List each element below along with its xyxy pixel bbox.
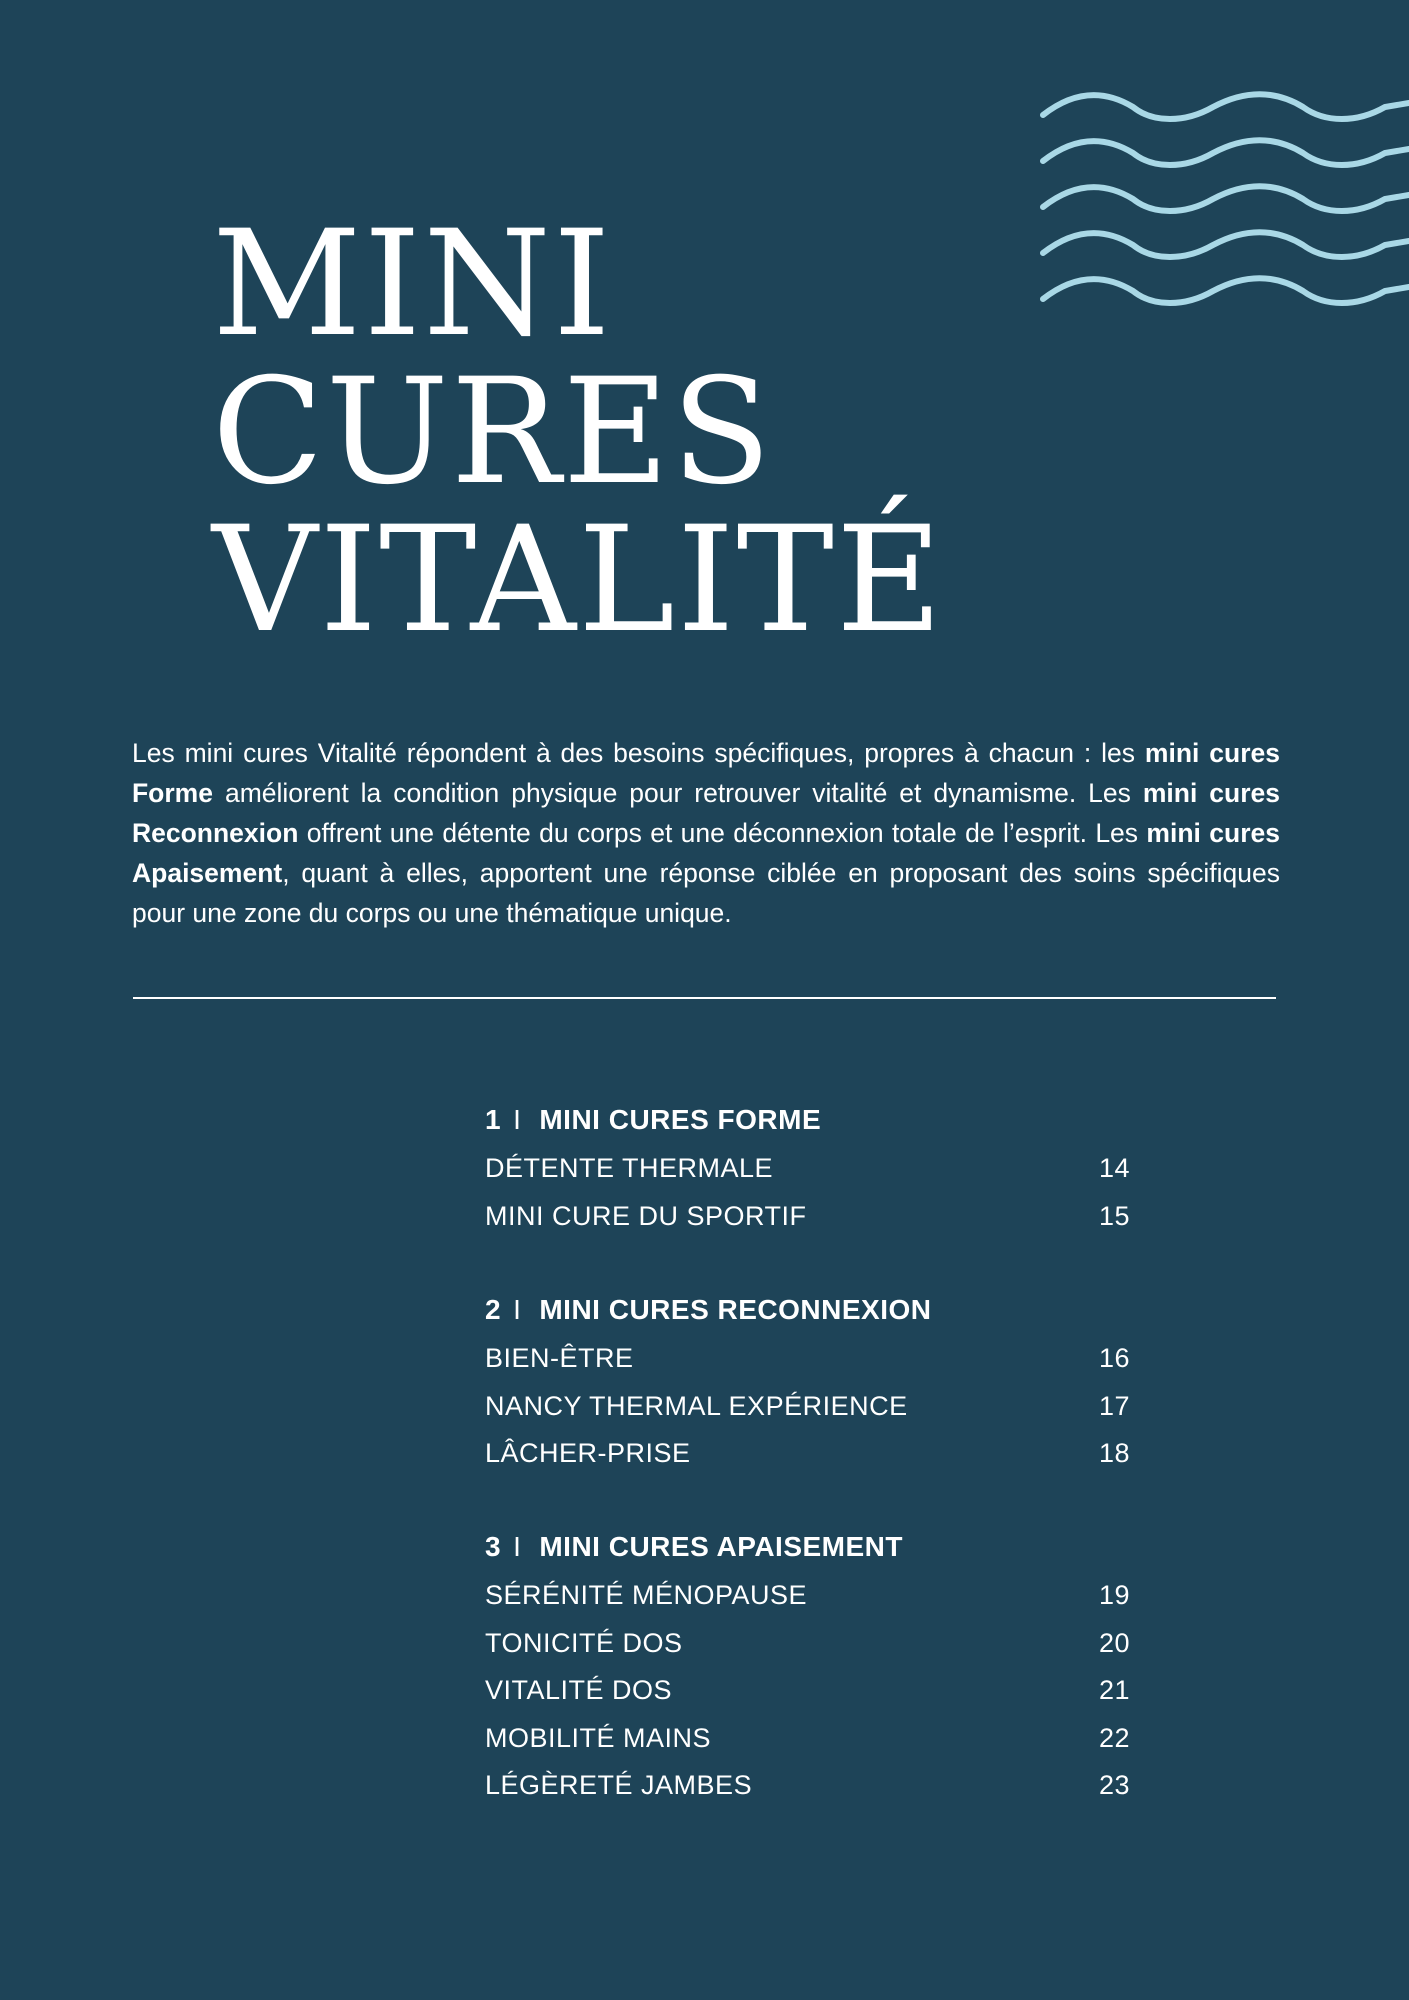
toc-section-reconnexion [485, 1293, 1130, 1484]
toc-item-page: 22 [1098, 1722, 1130, 1753]
section-number: 2 [485, 1294, 502, 1325]
toc-item-page: 16 [1098, 1343, 1130, 1373]
section-separator: I [513, 1531, 522, 1562]
toc-item-label: LÉGÈRETÉ JAMBES [485, 1770, 753, 1800]
toc-item-label: MOBILITÉ MAINS [485, 1722, 712, 1753]
toc-item-page: 23 [1098, 1770, 1130, 1800]
intro-text: offrent une détente du corps et une déconnexion totale de l’esprit. Les [298, 818, 1147, 848]
section-number: 1 [485, 1104, 502, 1135]
toc-item[interactable] [485, 1578, 1130, 1626]
toc-item-page: 20 [1098, 1627, 1130, 1658]
toc-item-label: MINI CURE DU SPORTIF [485, 1200, 807, 1231]
toc-list [485, 1151, 1130, 1246]
toc-list [485, 1341, 1130, 1484]
title-line-2: CURES [212, 347, 774, 517]
title-line-1: MINI [212, 199, 613, 369]
intro-text: Les mini cures Vitalité répondent à des besoins spécifiques, propres à chacun : les [132, 738, 1145, 768]
toc-item-page: 17 [1098, 1390, 1130, 1421]
section-title: MINI CURES APAISEMENT [539, 1531, 903, 1562]
intro-highlight-apaisement: mini cures Apaisement [132, 818, 1280, 888]
toc-item-page: 15 [1098, 1200, 1130, 1231]
section-separator: I [513, 1294, 522, 1325]
toc-item-label: VITALITÉ DOS [485, 1675, 673, 1705]
toc-list [485, 1578, 1130, 1816]
toc-section-heading [485, 1293, 1130, 1327]
toc-section-heading [485, 1103, 1130, 1137]
toc-item[interactable] [485, 1341, 1130, 1389]
divider [133, 997, 1276, 999]
toc-item-label: BIEN-ÊTRE [485, 1343, 634, 1373]
toc-item[interactable] [485, 1199, 1130, 1247]
toc-item[interactable] [485, 1673, 1130, 1721]
section-number: 3 [485, 1531, 502, 1562]
toc-item-label: DÉTENTE THERMALE [485, 1153, 774, 1183]
toc-item[interactable] [485, 1721, 1130, 1769]
toc-item[interactable] [485, 1768, 1130, 1816]
toc-section-apaisement [485, 1530, 1130, 1816]
toc-section-heading [485, 1530, 1130, 1564]
toc-item-page: 14 [1098, 1153, 1130, 1183]
toc-item-label: SÉRÉNITÉ MÉNOPAUSE [485, 1580, 808, 1610]
intro-highlight-forme: mini cures Forme [132, 738, 1280, 808]
intro-text: , quant à elles, apportent une réponse ciblée en proposant des soins spécifiques pour une zone du corps ou une thématique unique. [132, 858, 1280, 928]
toc-item-label: TONICITÉ DOS [485, 1627, 683, 1658]
waves-icon [1035, 85, 1409, 325]
section-title: MINI CURES FORME [539, 1104, 822, 1135]
toc-item-label: NANCY THERMAL EXPÉRIENCE [485, 1390, 908, 1421]
toc-section-forme [485, 1103, 1130, 1246]
toc-item[interactable] [485, 1626, 1130, 1674]
toc-item[interactable] [485, 1436, 1130, 1484]
toc-item-page: 21 [1098, 1675, 1130, 1705]
title-line-3: VITALITÉ [212, 495, 945, 665]
toc-item-label: LÂCHER-PRISE [485, 1438, 691, 1468]
toc-item-page: 19 [1098, 1580, 1130, 1610]
toc-item[interactable] [485, 1151, 1130, 1199]
toc-item-page: 18 [1098, 1438, 1130, 1468]
section-title: MINI CURES RECONNEXION [539, 1294, 932, 1325]
intro-paragraph [132, 733, 1280, 933]
section-separator: I [513, 1104, 522, 1135]
intro-text: améliorent la condition physique pour retrouver vitalité et dynamisme. Les [213, 778, 1143, 808]
intro-highlight-reconnexion: mini cures Reconnexion [132, 778, 1280, 848]
toc-item[interactable] [485, 1389, 1130, 1437]
page-title [212, 199, 945, 665]
